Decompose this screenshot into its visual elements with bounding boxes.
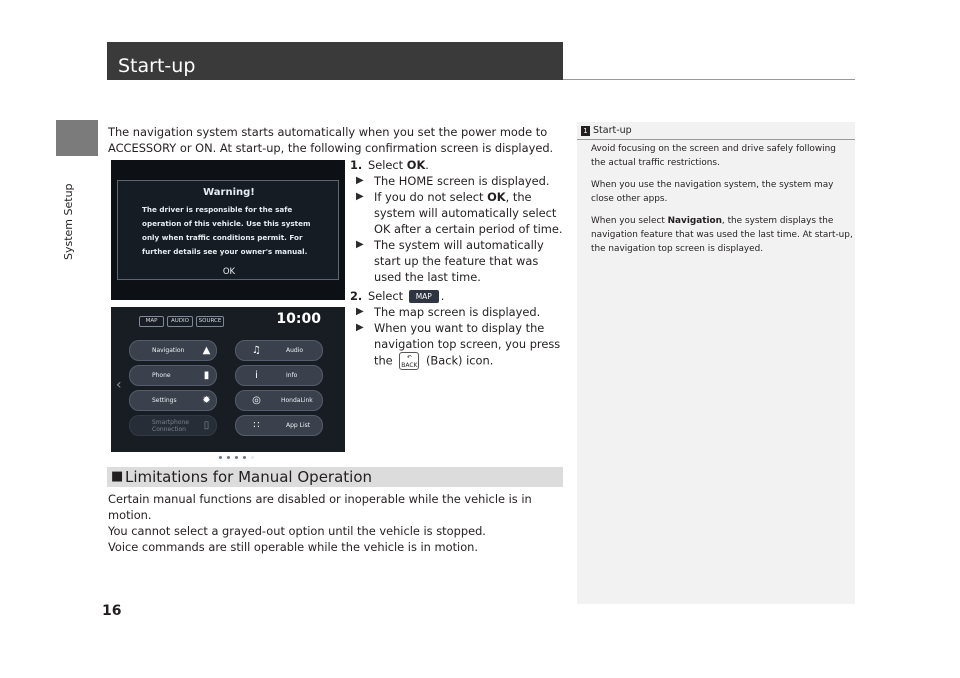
section-title-bar [107,42,563,80]
warning-title: Warning! [203,187,255,198]
step-1-result: ▶ The system will automatically start up the feature that was used the last time. [356,238,544,284]
phone-icon: ▮ [203,370,210,381]
procedure-steps [350,157,566,370]
step-2-result: ▶ The map screen is displayed. [356,305,541,319]
map-tab: MAP [139,316,164,327]
warning-dialog [117,180,339,280]
gear-icon: ✹ [202,395,211,406]
smartphone-icon: ▯ [203,420,210,431]
step-2: 2. Select MAP . [350,289,445,303]
map-button-icon: MAP [409,290,439,303]
step-1-result: ▶ If you do not select OK, the system will automatically select OK after a certain period of time. [356,190,563,236]
reference-marker: 1 [581,126,590,136]
music-note-icon: ♫ [252,345,261,356]
tile-navigation: Navigation ▲ [129,340,217,361]
source-tab: SOURCE [196,316,224,327]
warning-ok-button: OK [222,267,236,277]
tile-smartphone-connection: Smartphone Connection ▯ [129,415,217,436]
intro-paragraph: The navigation system starts automatically when you set the power mode to ACCESSORY or ON. At start-up, the following confirmation screen is displayed. [108,125,554,155]
tile-audio: ♫ Audio [235,340,323,361]
side-note-panel [577,122,855,604]
page-indicator [219,444,259,463]
tile-info: i Info [235,365,323,386]
home-screen-image [111,307,345,452]
tile-hondalink: ◎ HondaLink [235,390,323,411]
warning-text: The driver is responsible for the safe operation of this vehicle. Use this system only when traffic conditions permit. For further details see your owner's manual. [142,205,311,256]
subsection-heading: Limitations for Manual Operation [125,468,373,486]
tile-settings: Settings ✹ [129,390,217,411]
page-number: 16 [102,603,122,619]
step-1-result: ▶ The HOME screen is displayed. [356,174,550,188]
tile-app-list: ∷ App List [235,415,323,436]
hondalink-icon: ◎ [252,395,261,406]
arrow-icon: ▶ [356,239,364,250]
chevron-left-icon: ‹ [116,377,122,393]
info-icon: i [255,370,258,381]
compass-icon: ▲ [202,345,211,356]
square-bullet-icon: ■ [111,469,124,484]
arrow-icon: ▶ [356,306,364,317]
back-icon: ↶ BACK [401,354,418,369]
clock: 10:00 [276,311,321,327]
arrow-icon: ▶ [356,191,364,202]
warning-screen-image [111,160,345,300]
title-rule [563,79,855,80]
app-grid-icon: ∷ [253,420,260,431]
limitations-text: Certain manual functions are disabled or inoperable while the vehicle is in motion. You cannot select a grayed-out option until the vehicle is stopped. Voice commands are still operable while the vehicle is in motion. [108,492,532,554]
subsection-heading-bar [107,467,563,487]
arrow-icon: ▶ [356,175,364,186]
step-1: 1. Select OK. [350,158,429,172]
note-heading: 1 Start-up [581,125,632,136]
chapter-tab-marker [56,120,98,156]
tile-phone: Phone ▮ [129,365,217,386]
chapter-label: System Setup [62,183,75,260]
step-2-result: ▶ When you want to display the navigation top screen, you press the ↶ BACK (Back) icon. [356,321,561,369]
note-body: Avoid focusing on the screen and drive safely following the actual traffic restrictions. When you use the navigation system, the system may close other apps. When you select Navigation, the system displays the navigation feature that was used the last time. At start-up, the navigation top screen is displayed. [591,144,853,254]
audio-tab: AUDIO [167,316,193,327]
note-rule [577,139,855,140]
arrow-icon: ▶ [356,322,364,333]
page-title: Start-up [118,55,196,77]
